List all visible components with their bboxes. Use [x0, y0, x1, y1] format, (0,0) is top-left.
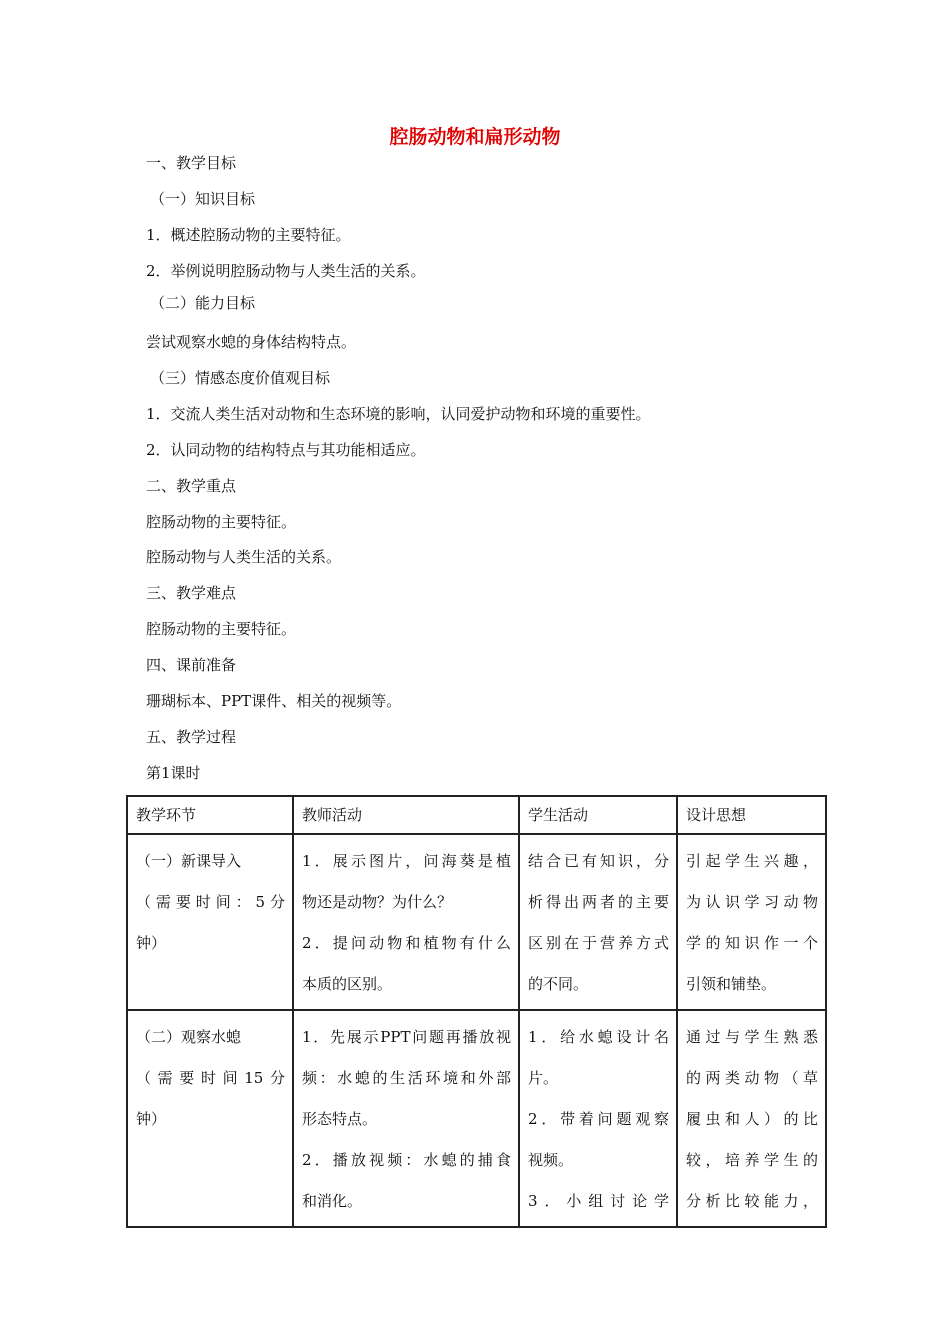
- cell-text: 物还是动物？为什么？: [302, 893, 453, 911]
- key-point-item: 腔肠动物与人类生活的关系。: [146, 548, 342, 566]
- goal-item: 尝试观察水螅的身体结构特点。: [146, 333, 357, 351]
- goal-item: 1．交流人类生活对动物和生态环境的影响，认同爱护动物和环境的重要性。: [146, 405, 651, 423]
- cell-text: 2．播放视频：水螅的捕食: [302, 1151, 511, 1169]
- student-activity-cell: [519, 1010, 677, 1227]
- cell-text: 2．带着问题观察: [528, 1110, 669, 1128]
- table-row: [127, 1010, 826, 1227]
- teacher-activity-cell: [293, 834, 519, 1010]
- document-title: 腔肠动物和扁形动物: [389, 126, 561, 148]
- header-cell: 设计思想: [677, 796, 826, 834]
- cell-text: 的两类动物（草: [686, 1069, 818, 1087]
- cell-text: 通过与学生熟悉: [686, 1028, 818, 1046]
- header-cell: 教师活动: [293, 796, 519, 834]
- table-header-row: [127, 796, 826, 834]
- teacher-activity-cell: [293, 1010, 519, 1227]
- cell-text: 结合已有知识，分: [528, 852, 669, 870]
- cell-text: 2．提问动物和植物有什么: [302, 934, 511, 952]
- cell-text: 视频。: [528, 1151, 574, 1169]
- lesson-label: 第1课时: [146, 764, 201, 782]
- preparation-item: 珊瑚标本、PPT课件、相关的视频等。: [146, 692, 402, 710]
- cell-text: （需要时间15分: [136, 1069, 285, 1087]
- design-idea-cell: [677, 834, 826, 1010]
- cell-text: （二）观察水螅: [136, 1028, 242, 1046]
- cell-text: 和消化。: [302, 1192, 363, 1210]
- goal-item: 2．认同动物的结构特点与其功能相适应。: [146, 441, 426, 459]
- cell-text: 1．给水螅设计名: [528, 1028, 669, 1046]
- stage-cell: [127, 834, 293, 1010]
- cell-text: 钟）: [136, 1110, 167, 1128]
- cell-text: 分析比较能力，: [686, 1192, 818, 1210]
- cell-text: 为认识学习动物: [686, 893, 818, 911]
- cell-text: 较，培养学生的: [686, 1151, 818, 1169]
- cell-text: 1．先展示PPT问题再播放视: [302, 1028, 511, 1046]
- difficulty-item: 腔肠动物的主要特征。: [146, 620, 297, 638]
- cell-text: 片。: [528, 1069, 559, 1087]
- subheading-knowledge: （一）知识目标: [150, 190, 256, 208]
- key-point-item: 腔肠动物的主要特征。: [146, 513, 297, 531]
- cell-text: 析得出两者的主要: [528, 893, 669, 911]
- section-heading-difficulty: 三、教学难点: [146, 584, 237, 602]
- cell-text: （需要时间：5分: [136, 893, 285, 911]
- cell-text: 学的知识作一个: [686, 934, 818, 952]
- section-heading-goals: 一、教学目标: [146, 154, 237, 172]
- cell-text: 本质的区别。: [302, 975, 393, 993]
- cell-text: 的不同。: [528, 975, 589, 993]
- cell-text: 3．小组讨论学: [528, 1192, 669, 1210]
- section-heading-process: 五、教学过程: [146, 728, 237, 746]
- subheading-attitude: （三）情感态度价值观目标: [150, 369, 331, 387]
- cell-text: （一）新课导入: [136, 852, 242, 870]
- cell-text: 频：水螅的生活环境和外部: [302, 1069, 511, 1087]
- cell-text: 钟）: [136, 934, 167, 952]
- cell-text: 引起学生兴趣，: [686, 852, 818, 870]
- cell-text: 形态特点。: [302, 1110, 378, 1128]
- lesson-process-table: [126, 795, 827, 1228]
- design-idea-cell: [677, 1010, 826, 1227]
- goal-item: 1．概述腔肠动物的主要特征。: [146, 226, 351, 244]
- goal-item: 2．举例说明腔肠动物与人类生活的关系。: [146, 262, 426, 280]
- table-row: [127, 834, 826, 1010]
- cell-text: 区别在于营养方式: [528, 934, 669, 952]
- header-cell: 学生活动: [519, 796, 677, 834]
- cell-text: 履虫和人）的比: [686, 1110, 818, 1128]
- student-activity-cell: [519, 834, 677, 1010]
- stage-cell: [127, 1010, 293, 1227]
- cell-text: 1．展示图片，问海葵是植: [302, 852, 511, 870]
- section-heading-key-points: 二、教学重点: [146, 477, 237, 495]
- section-heading-preparation: 四、课前准备: [146, 656, 237, 674]
- header-cell: 教学环节: [127, 796, 293, 834]
- cell-text: 引领和铺垫。: [686, 975, 777, 993]
- subheading-ability: （二）能力目标: [150, 294, 256, 312]
